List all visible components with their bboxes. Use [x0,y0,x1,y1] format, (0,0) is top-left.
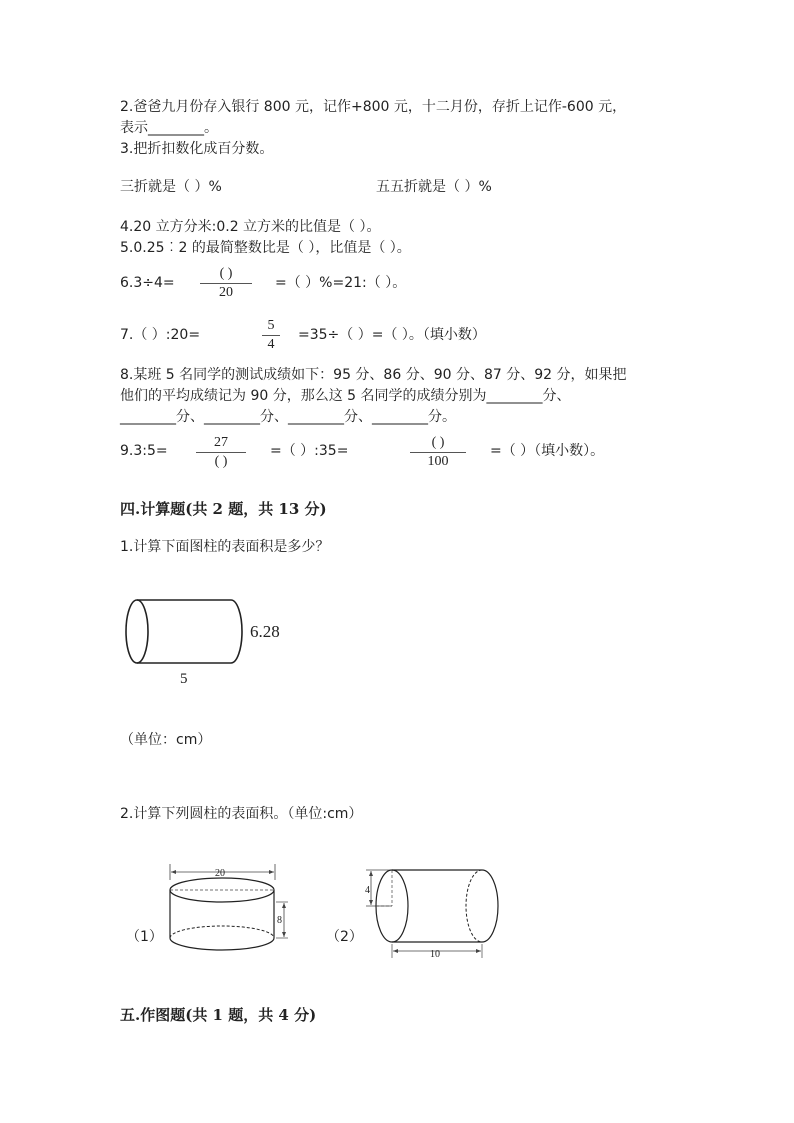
q9-suffix: =（ ）（填小数）。 [490,443,605,459]
q9-fraction-1 [196,435,246,470]
cylinder-1-side-label: 6.28 [250,622,280,641]
section4-p2-text: 2.计算下列圆柱的表面积。（单位:cm） [120,806,363,822]
cylinder-3-height-label: 4 [365,885,370,896]
figure-label-2: （2） [326,929,363,945]
q2-line2: 表示________。 [120,120,218,136]
q9-fraction-2-denominator: 100 [427,454,449,469]
cylinder-2-height-label: 8 [277,915,282,926]
q8-line1: 8.某班 5 名同学的测试成绩如下：95 分、86 分、90 分、87 分、92 分，如果把 [120,367,627,383]
section4-p1-text: 1.计算下面图柱的表面积是多少？ [120,539,330,555]
q8-line2: 他们的平均成绩记为 90 分，那么这 5 名同学的成绩分别为________分、 [120,388,571,404]
cylinder-figure-3 [362,862,512,962]
q3-right: 五五折就是（ ）% [376,179,492,195]
figure-label-1: （1） [126,929,163,945]
q7-prefix: 7.（ ）:20= [120,327,201,343]
q9-fraction-2 [410,435,466,470]
q8-line3: ________分、________分、________分、________分。 [120,409,456,425]
q9-fraction-1-denominator: ( ) [214,454,228,469]
q3-left: 三折就是（ ）% [120,179,222,195]
section5-title: 五.作图题(共 1 题，共 4 分) [120,1006,317,1024]
q9-fraction-2-numerator: ( ) [431,435,445,450]
q9-mid: =（ ）:35= [270,443,349,459]
q6-prefix: 6.3÷4= [120,275,175,291]
q7-fraction-denominator: 4 [267,337,275,352]
q9-fraction-1-numerator: 27 [214,435,228,450]
q7-suffix: =35÷（ ）=（ ）。（填小数） [298,327,486,343]
q2-line1: 2.爸爸九月份存入银行 800 元，记作+800 元，十二月份，存折上记作-600 元， [120,99,627,115]
cylinder-figure-2 [160,860,300,960]
q4-text: 4.20 立方分米:0.2 立方米的比值是（ ）。 [120,219,381,235]
cylinder-3-length-label: 10 [430,949,440,960]
section4-p1-unit: （单位：cm） [120,732,212,748]
q6-fraction-denominator: 20 [219,285,233,300]
q6-fraction [200,266,252,301]
q6-fraction-numerator: ( ) [219,266,233,281]
q3-title: 3.把折扣数化成百分数。 [120,141,274,157]
q7-fraction [262,318,280,353]
q5-text: 5.0.25︰2 的最简整数比是（ ），比值是（ ）。 [120,240,411,256]
cylinder-1-length-label: 5 [180,671,188,687]
section4-title: 四.计算题(共 2 题，共 13 分) [120,500,327,518]
q6-suffix: =（ ）%=21:（ ）。 [275,275,407,291]
q7-fraction-numerator: 5 [267,318,275,333]
q9-prefix: 9.3:5= [120,443,168,459]
cylinder-2-diameter-label: 20 [215,868,225,879]
cylinder-figure-1 [110,590,310,690]
